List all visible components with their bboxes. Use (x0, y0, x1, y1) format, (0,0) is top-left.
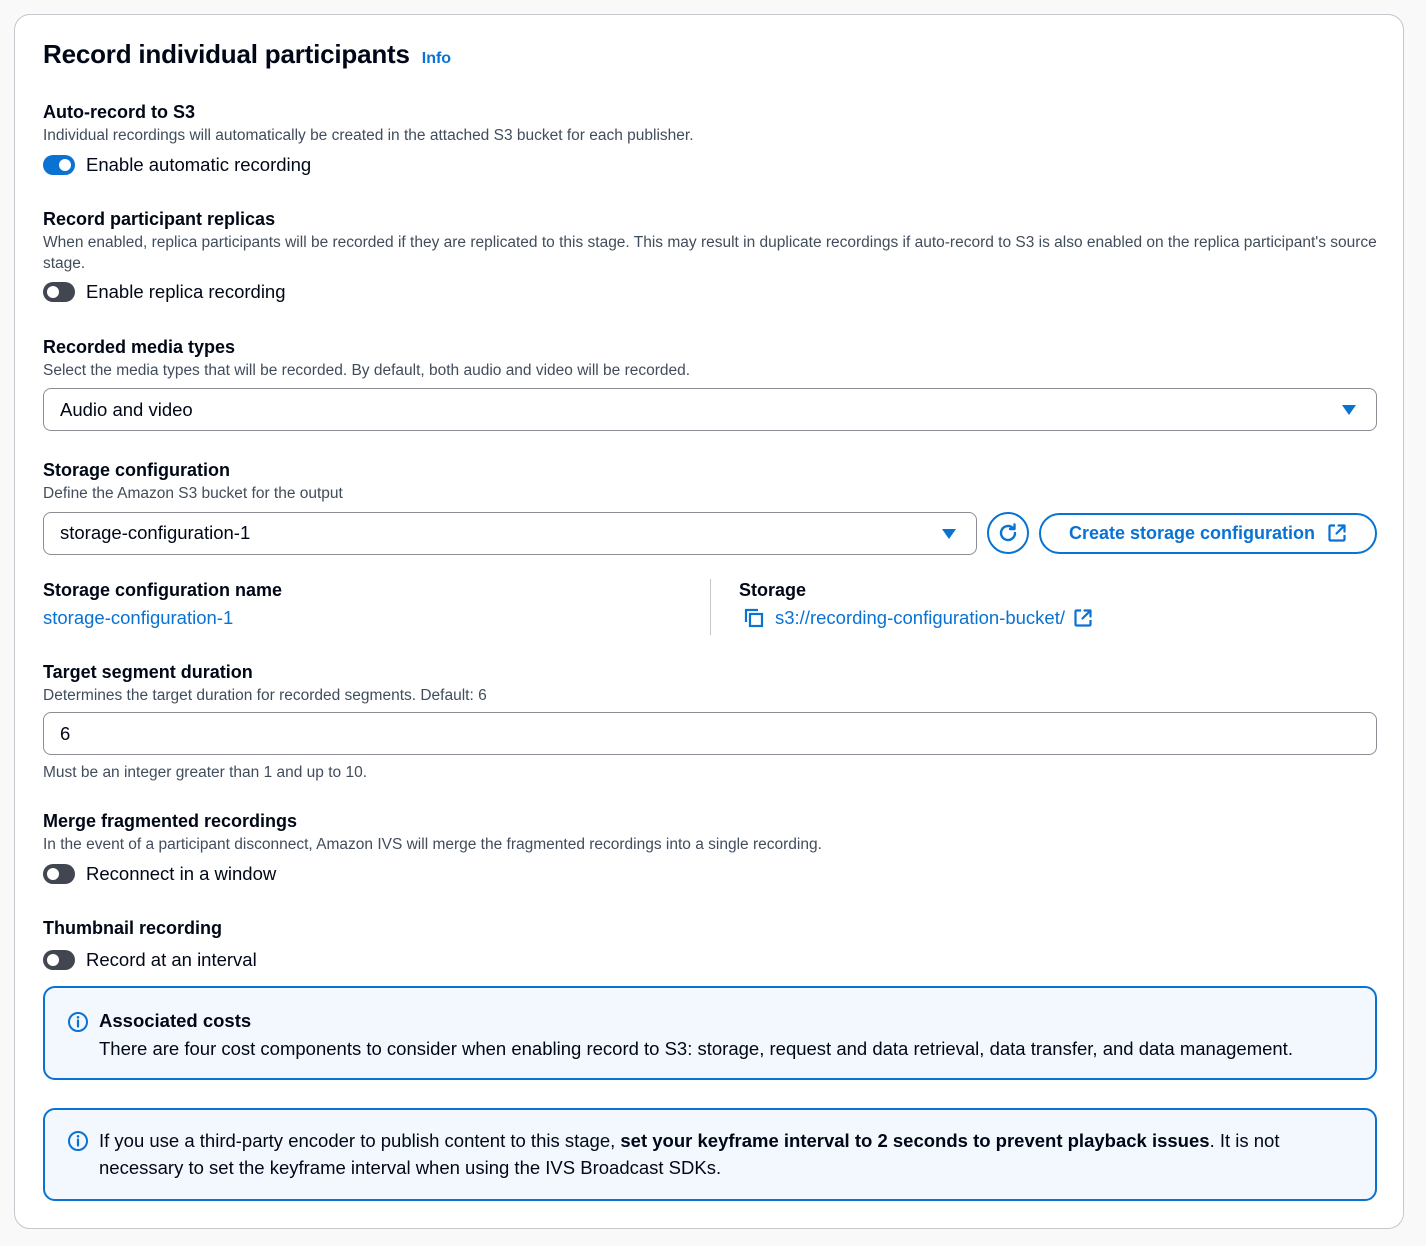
associated-costs-text: There are four cost components to consider when enabling record to S3: storage, request and data retrieval, data transfer, and data management. (99, 1038, 1293, 1059)
associated-costs-title: Associated costs (99, 1010, 252, 1031)
storage-link-row (739, 606, 1377, 630)
thumbnail-recording-field (43, 917, 1377, 972)
segment-duration-field (43, 661, 1377, 783)
merge-recordings-toggle-row[interactable] (43, 862, 1377, 886)
thumbnail-recording-label: Thumbnail recording (43, 918, 223, 938)
keyframe-interval-text (99, 1127, 1351, 1181)
media-types-field (43, 336, 1377, 431)
storage-configuration-select[interactable] (43, 512, 977, 555)
toggle-knob (47, 286, 59, 298)
media-types-select-value: Audio and video (60, 398, 193, 420)
storage-configuration-name-column (43, 579, 710, 635)
keyframe-text-after: . It is not necessary to set the keyframe interval when using the IVS Broadcast SDKs. (99, 1130, 1280, 1178)
storage-label: Storage (739, 580, 807, 600)
segment-duration-label: Target segment duration (43, 662, 253, 682)
toggle-knob (47, 868, 59, 880)
merge-recordings-field (43, 810, 1377, 886)
create-storage-configuration-button[interactable] (1039, 513, 1377, 554)
info-icon (67, 1011, 89, 1033)
replica-recording-toggle-label[interactable]: Enable replica recording (86, 281, 286, 302)
replica-recording-toggle-row[interactable] (43, 280, 1377, 304)
storage-column (710, 579, 1377, 635)
keyframe-text-before: If you use a third-party encoder to publish content to this stage, (99, 1130, 621, 1151)
caret-down-icon (942, 529, 956, 539)
panel-content (43, 39, 1377, 1178)
create-storage-configuration-label: Create storage configuration (1068, 522, 1316, 543)
refresh-button[interactable] (987, 512, 1029, 554)
auto-record-label: Auto-record to S3 (43, 102, 196, 122)
info-icon (67, 1130, 89, 1152)
storage-configuration-select-value: storage-configuration-1 (60, 522, 251, 543)
info-link[interactable]: Info (421, 50, 452, 67)
refresh-icon (996, 521, 1020, 545)
storage-configuration-description: Define the Amazon S3 bucket for the output (43, 485, 343, 502)
merge-recordings-description: In the event of a participant disconnect, Amazon IVS will merge the fragmented recordings into a single recording. (43, 836, 822, 853)
merge-recordings-toggle-label[interactable]: Reconnect in a window (86, 863, 277, 884)
auto-record-toggle-row[interactable] (43, 153, 1377, 177)
replica-recording-description: When enabled, replica participants will be recorded if they are replicated to this stage. This may result in duplicate recordings if auto-record to S3 is also enabled on the replica participant's source stage. (43, 234, 1377, 272)
storage-details (43, 579, 1377, 635)
segment-duration-description: Determines the target duration for recorded segments. Default: 6 (43, 687, 487, 704)
storage-configuration-field (43, 459, 1377, 554)
thumbnail-recording-toggle[interactable] (43, 950, 75, 970)
panel-title: Record individual participants (43, 39, 410, 69)
replica-recording-toggle[interactable] (43, 282, 75, 302)
media-types-select[interactable] (43, 388, 1377, 431)
external-link-icon[interactable] (1073, 608, 1093, 628)
replica-recording-field (43, 208, 1377, 304)
storage-configuration-name-label: Storage configuration name (43, 580, 283, 600)
copy-icon[interactable] (743, 607, 765, 629)
merge-recordings-toggle[interactable] (43, 864, 75, 884)
thumbnail-recording-toggle-row[interactable] (43, 948, 1377, 972)
external-link-icon (1327, 523, 1347, 543)
keyframe-text-bold: set your keyframe interval to 2 seconds to prevent playback issues (620, 1130, 1210, 1151)
auto-record-toggle[interactable] (43, 155, 75, 175)
storage-bucket-link[interactable]: s3://recording-configuration-bucket/ (775, 607, 1065, 628)
thumbnail-recording-toggle-label[interactable]: Record at an interval (86, 949, 257, 970)
media-types-label: Recorded media types (43, 337, 236, 357)
toggle-knob (47, 954, 59, 966)
toggle-knob (59, 159, 71, 171)
merge-recordings-label: Merge fragmented recordings (43, 811, 298, 831)
associated-costs-alert (43, 986, 1377, 1080)
auto-record-description: Individual recordings will automatically be created in the attached S3 bucket for each publisher. (43, 127, 694, 144)
panel-header (43, 39, 1377, 71)
storage-configuration-name-link[interactable]: storage-configuration-1 (43, 607, 234, 628)
caret-down-icon (1342, 405, 1356, 415)
auto-record-field (43, 101, 1377, 177)
segment-duration-input[interactable]: 6 (43, 712, 1377, 755)
storage-configuration-controls (43, 512, 1377, 554)
segment-duration-constraint: Must be an integer greater than 1 and up to 10. (43, 764, 368, 781)
storage-configuration-label: Storage configuration (43, 460, 231, 480)
record-participants-panel (14, 14, 1404, 1229)
keyframe-interval-alert (43, 1108, 1377, 1201)
media-types-description: Select the media types that will be recorded. By default, both audio and video will be recorded. (43, 362, 691, 379)
replica-recording-label: Record participant replicas (43, 209, 276, 229)
auto-record-toggle-label[interactable]: Enable automatic recording (86, 154, 312, 175)
